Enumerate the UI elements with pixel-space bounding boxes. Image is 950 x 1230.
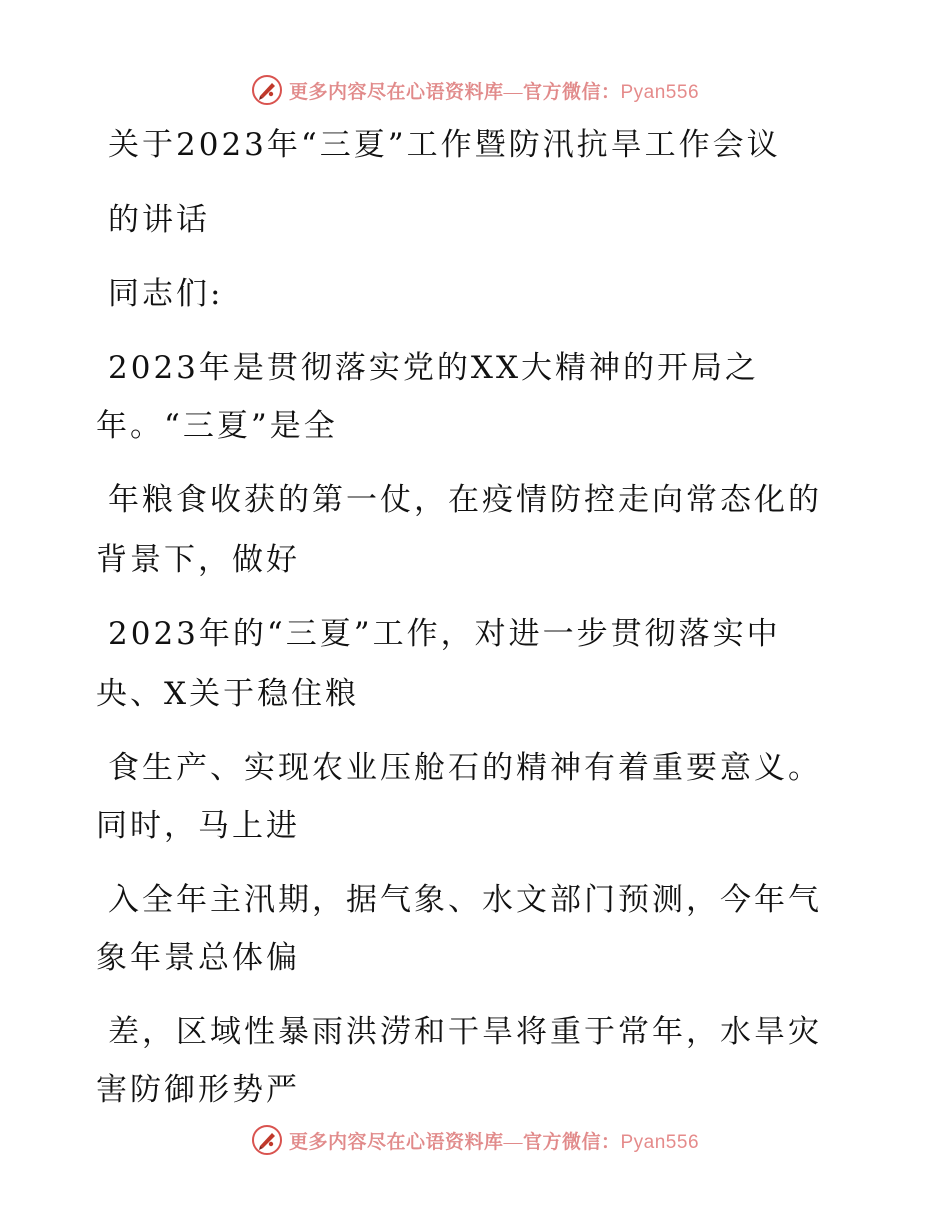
paragraph-line: 2023年是贯彻落实党的XX大精神的开局之 (108, 350, 760, 386)
paragraph-line: 同时，马上进 (96, 808, 300, 844)
quill-pen-logo-icon (251, 74, 283, 106)
paragraph-line: 害防御形势严 (96, 1072, 300, 1108)
watermark-separator: — (503, 81, 523, 103)
watermark-text (289, 77, 699, 104)
watermark-separator: — (503, 1131, 523, 1153)
paragraph-line: 年粮食收获的第一仗，在疫情防控走向常态化的 (108, 482, 822, 518)
watermark-text-rest: 官方微信： (522, 81, 621, 103)
paragraph-line: 2023年的“三夏”工作，对进一步贯彻落实中 (108, 616, 781, 652)
paragraph-line: 年。“三夏”是全 (96, 408, 338, 444)
salutation: 同志们: (108, 276, 224, 312)
watermark-header (0, 70, 950, 110)
paragraph-line: 食生产、实现农业压舱石的精神有着重要意义。 (108, 750, 822, 786)
watermark-text-rest: 官方微信： (522, 1131, 621, 1153)
watermark-text (289, 1127, 699, 1154)
paragraph-line: 背景下，做好 (96, 542, 300, 578)
paragraph-line: 入全年主汛期，据气象、水文部门预测，今年气 (108, 882, 822, 918)
watermark-text-bold: 更多内容尽在心语资料库 (288, 81, 504, 103)
document-title-line-1: 关于2023年“三夏”工作暨防汛抗旱工作会议 (108, 127, 781, 163)
paragraph-line: 差，区域性暴雨洪涝和干旱将重于常年，水旱灾 (108, 1014, 822, 1050)
watermark-footer (0, 1120, 950, 1160)
paragraph-line: 央、X关于稳住粮 (96, 676, 360, 712)
watermark-account: Pyan556 (620, 81, 700, 103)
watermark-text-bold: 更多内容尽在心语资料库 (288, 1131, 504, 1153)
watermark-account: Pyan556 (620, 1131, 700, 1153)
paragraph-line: 象年景总体偏 (96, 940, 300, 976)
quill-pen-logo-icon (251, 1124, 283, 1156)
document-title-line-2: 的讲话 (108, 202, 210, 238)
